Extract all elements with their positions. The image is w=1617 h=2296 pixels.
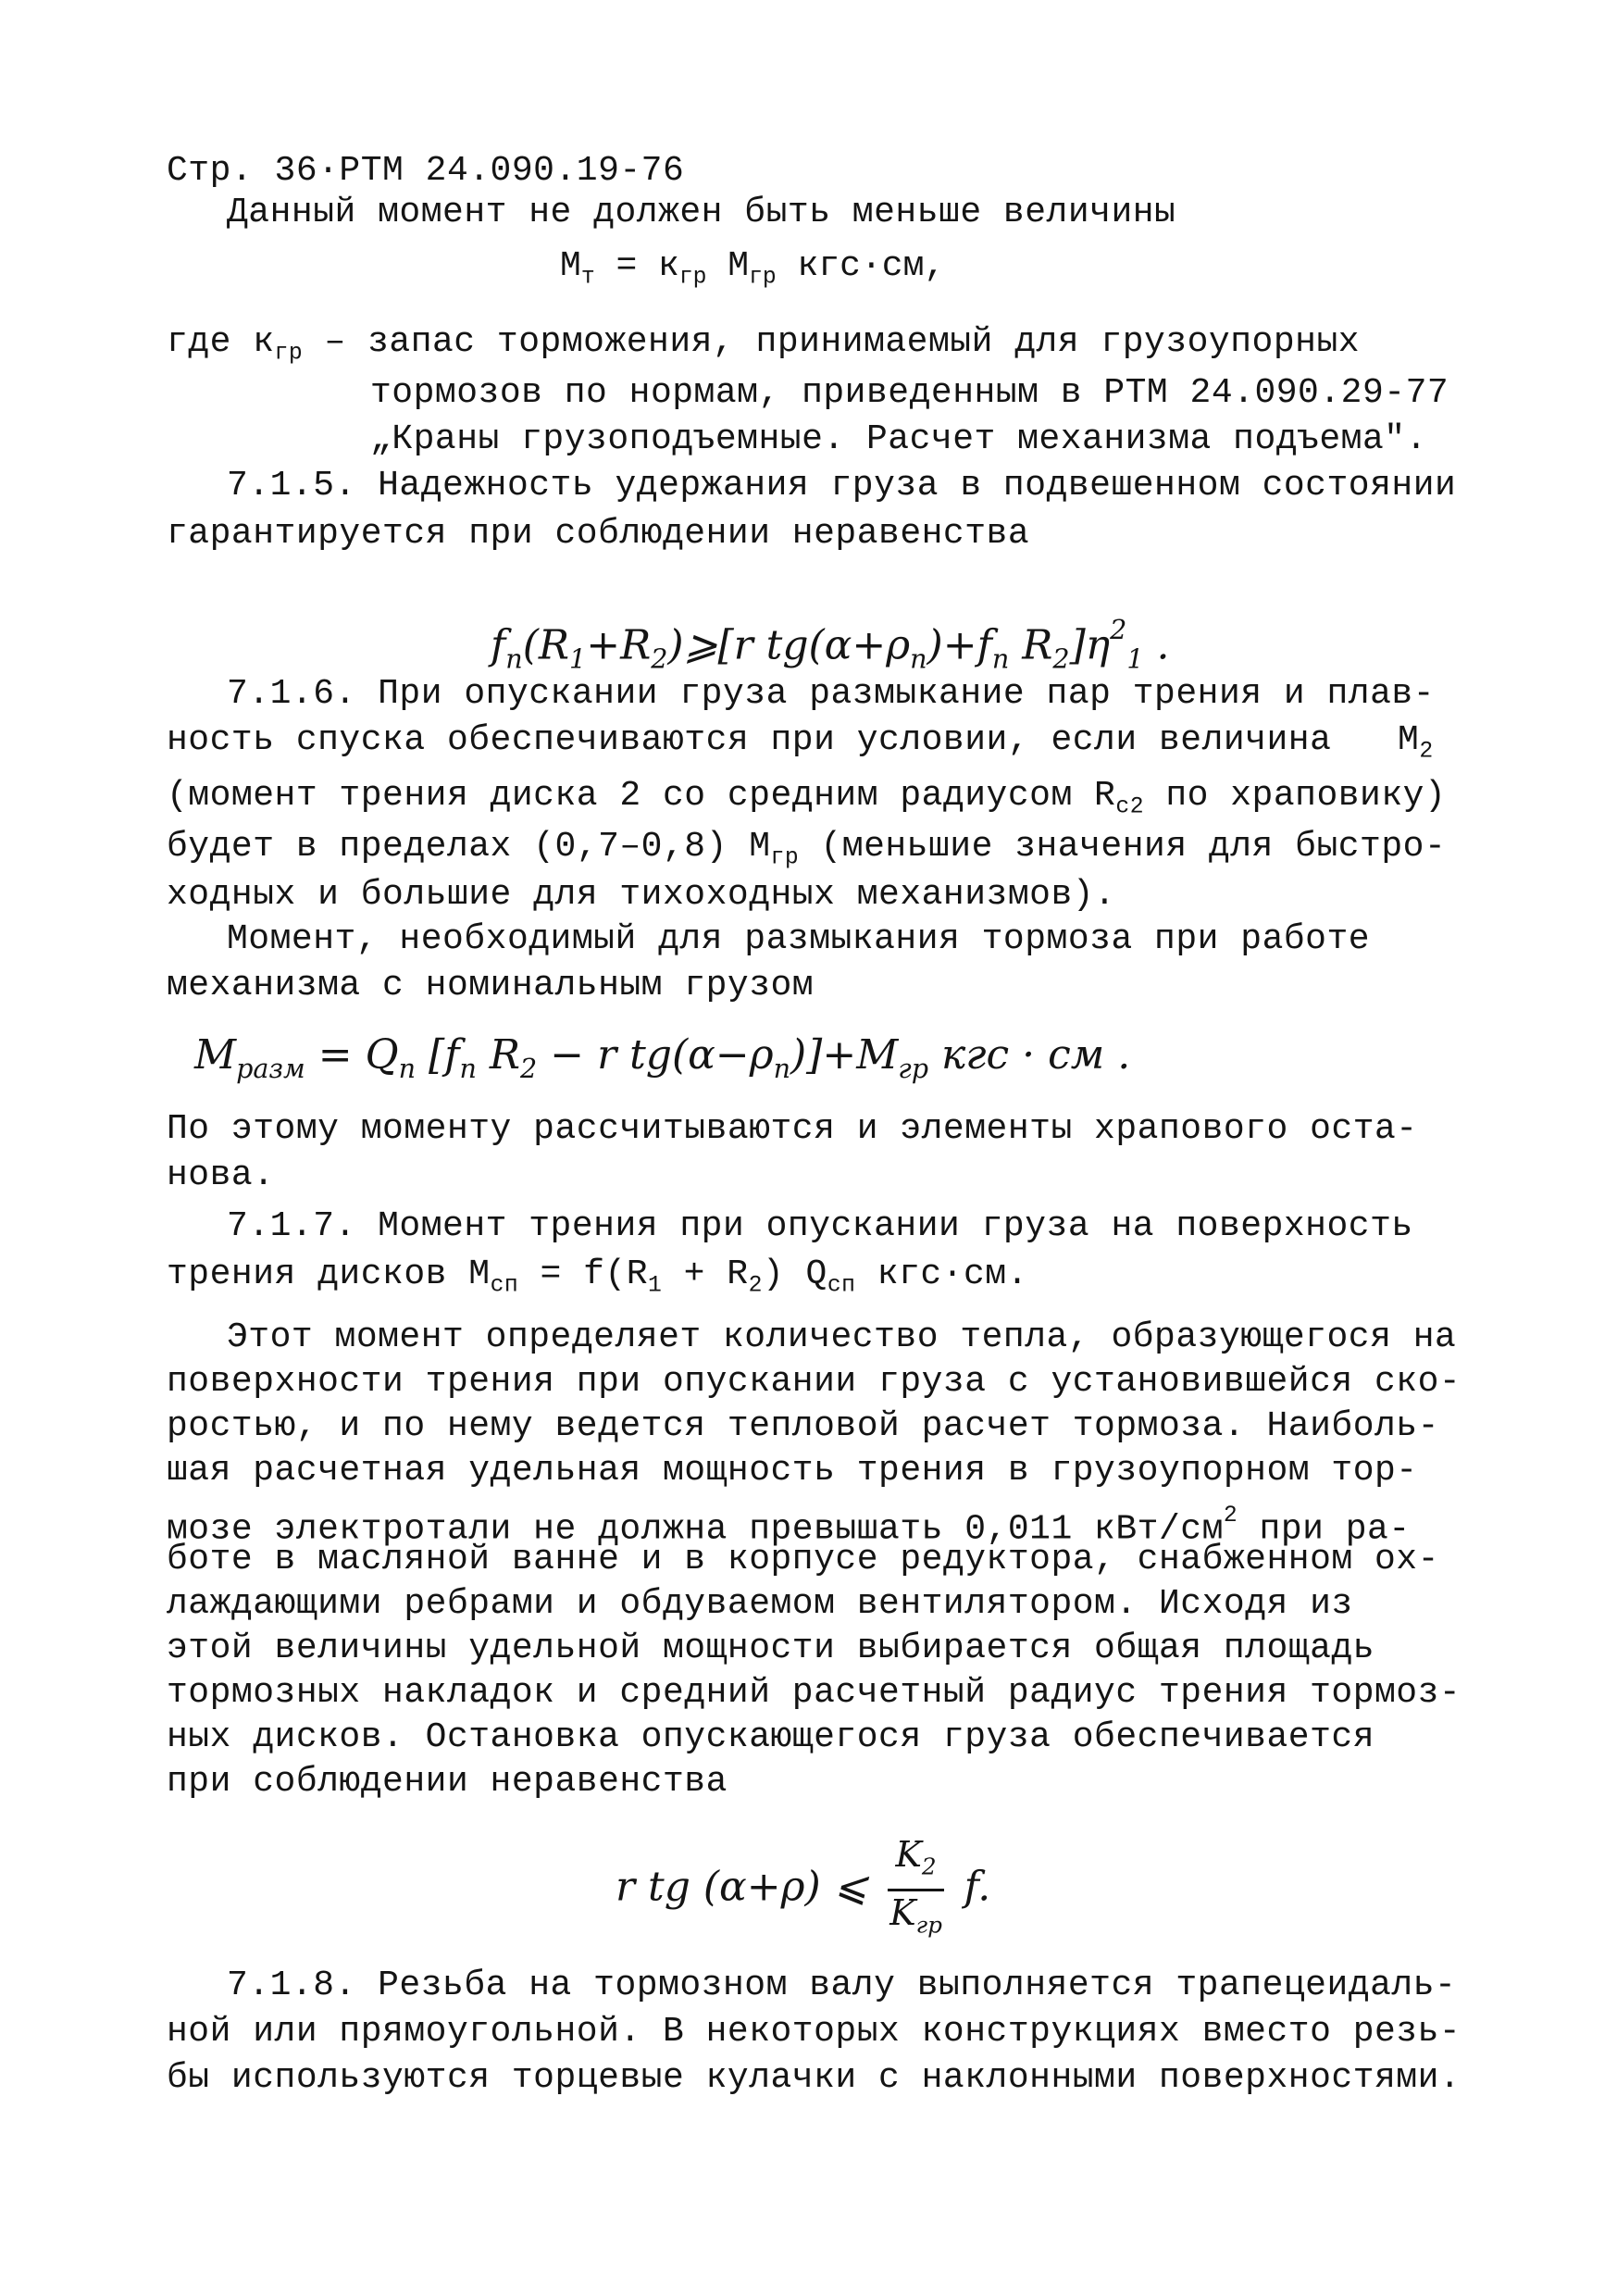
section-7-1-8: 7.1.8. Резьба на тормозном валу выполняется трапецеидаль- bbox=[227, 1965, 1457, 2005]
text-line-q3: бы используются торцевые кулачки с наклонными поверхностями. bbox=[167, 2058, 1462, 2098]
para-line-9: тормозных накладок и средний расчетный радиус трения тормоз- bbox=[167, 1673, 1462, 1713]
section-7-1-5: 7.1.5. Надежность удержания груза в подвешенном состоянии bbox=[227, 466, 1457, 505]
text-line-3: тормозов по нормам, приведенным в РТМ 24.090.29-77 bbox=[370, 373, 1449, 413]
text-line-10: будет в пределах (0,7–0,8) $M_{гр}$ (меньшие значения для быстро- bbox=[167, 827, 1447, 871]
text-line-17: трения дисков $M_{сп} = f(R_1 + R_2)$ $Q_{сп}$ кгс·см. bbox=[167, 1254, 1028, 1299]
text-line-11: ходных и большие для тихоходных механизмов). bbox=[167, 875, 1116, 915]
formula-release-moment: $M_{разм} = Q_п$ [$f_п$ $R_2 - r$ $tg(\alpha-\rho_п)]+M_{гр}$ кгс · см . bbox=[194, 1031, 1131, 1084]
para-line-10: ных дисков. Остановка опускающегося груза обеспечивается bbox=[167, 1717, 1375, 1757]
text-line-q2: ной или прямоугольной. В некоторых конструкциях вместо резь- bbox=[167, 2012, 1462, 2052]
para-line-11: при соблюдении неравенства bbox=[167, 1762, 728, 1802]
para-line-5: мозе электротали не должна превышать 0,011 кВт/$см^2$ при ра- bbox=[167, 1503, 1411, 1550]
section-7-1-6: 7.1.6. При опускании груза размыкание пар трения и плав- bbox=[227, 674, 1436, 714]
text-line-12: Момент, необходимый для размыкания тормоза при работе bbox=[227, 919, 1371, 959]
para-line-7: лаждающими ребрами и обдуваемом вентилятором. Исходя из bbox=[167, 1584, 1353, 1624]
section-7-1-7: 7.1.7. Момент трения при опускании груза на поверхность bbox=[227, 1206, 1413, 1246]
text-line-15: нова. bbox=[167, 1155, 275, 1195]
text-line-9: (момент трения диска 2 со средним радиусом $R_{c2}$ по храповику) bbox=[167, 776, 1447, 820]
para-line-3: ростью, и по нему ведется тепловой расчет тормоза. Наиболь- bbox=[167, 1406, 1439, 1446]
formula-braking-moment: $M_т = к_{гр}$ $M_{гр}$ кгс·см, bbox=[560, 246, 946, 291]
text-line-2: где $к_{гр}$ – запас торможения, принимаемый для грузоупорных bbox=[167, 322, 1361, 367]
para-line-8: этой величины удельной мощности выбирается общая площадь bbox=[167, 1628, 1375, 1668]
text-line-6: гарантируется при соблюдении неравенства bbox=[167, 514, 1030, 554]
formula-holding-condition: $f_п(R_1+R_2)⩾[r$ $tg(\alpha+\rho_п)+f_п$ $R_2]\eta^2_1$ . bbox=[491, 614, 1170, 675]
para-line-6: боте в масляной ванне и в корпусе редуктора, снабженном ох- bbox=[167, 1540, 1439, 1579]
para-line-1: Этот момент определяет количество тепла, образующегося на bbox=[227, 1317, 1457, 1357]
formula-stop-condition: r tg (α+ρ) ⩽ $\frac{K_2}{K_{гр}}$ f. bbox=[616, 1833, 990, 1946]
fraction: $\frac{K_2}{K_{гр}}$ bbox=[889, 1834, 942, 1939]
text-line-8: ность спуска обеспечиваются при условии, если величина $M_2$ bbox=[167, 720, 1434, 765]
para-line-2: поверхности трения при опускании груза с установившейся ско- bbox=[167, 1362, 1462, 1402]
text-line-14: По этому моменту рассчитываются и элементы храпового оста- bbox=[167, 1109, 1418, 1149]
para-line-4: шая расчетная удельная мощность трения в грузоупорном тор- bbox=[167, 1451, 1418, 1491]
text-line-1: Данный момент не должен быть меньше величины bbox=[227, 193, 1176, 232]
page-header: Стр. 36·РТМ 24.090.19-76 bbox=[167, 151, 685, 191]
text-line-13: механизма с номинальным грузом bbox=[167, 966, 815, 1005]
text-line-4: „Краны грузоподъемные. Расчет механизма подъема". bbox=[370, 419, 1427, 459]
